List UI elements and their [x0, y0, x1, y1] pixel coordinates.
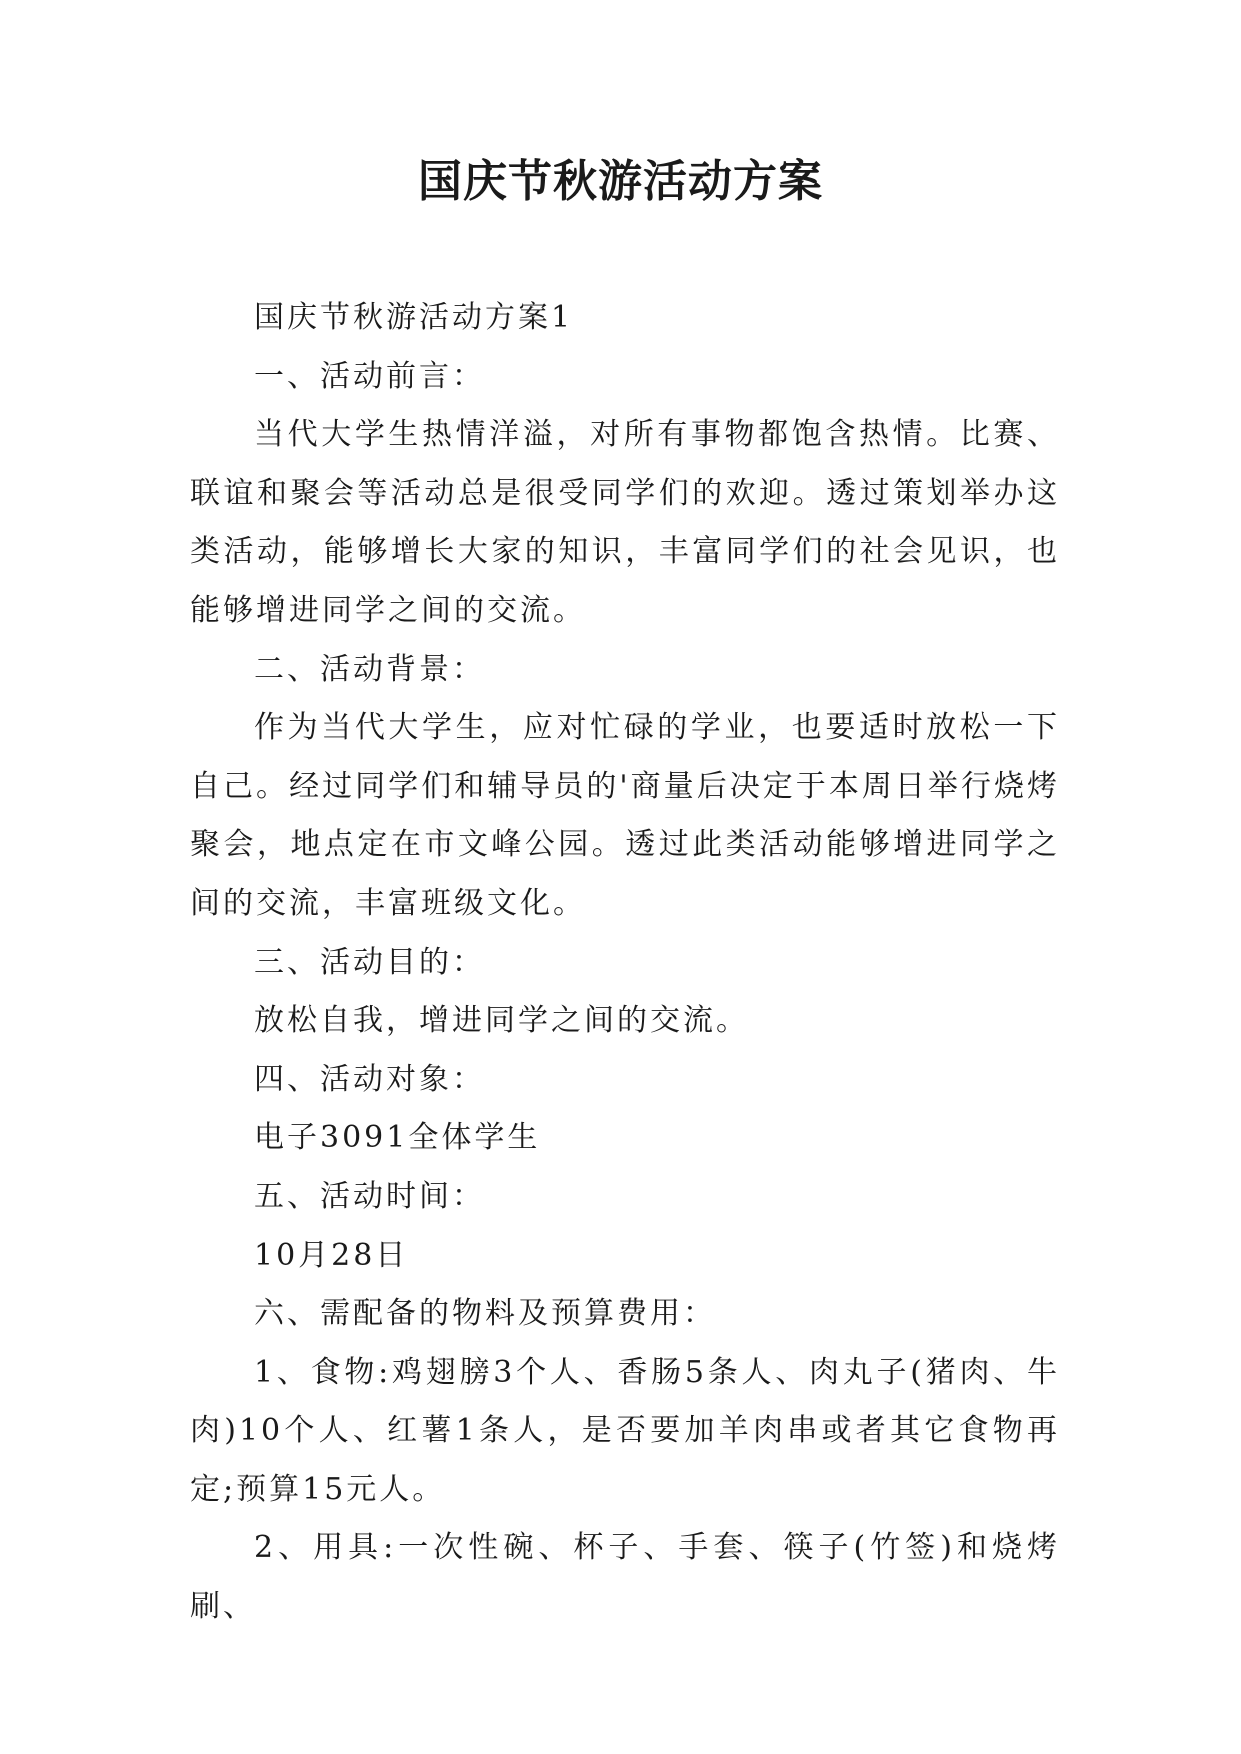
document-title: 国庆节秋游活动方案	[418, 156, 823, 207]
body-paragraph: 放松自我，增进同学之间的交流。	[254, 1003, 749, 1039]
section-heading-audience: 四、活动对象：	[254, 1061, 485, 1097]
document-body	[190, 289, 1060, 1637]
section-heading-preface: 一、活动前言：	[254, 358, 485, 394]
list-item: 2、用具:一次性碗、杯子、手套、筷子(竹签)和烧烤刷、	[190, 1530, 1060, 1625]
body-paragraph: 电子3091全体学生	[254, 1120, 541, 1156]
subtitle-paragraph: 国庆节秋游活动方案1	[254, 300, 574, 335]
list-item: 1、食物:鸡翅膀3个人、香肠5条人、肉丸子(猪肉、牛肉)10个人、红薯1条人，是否要加羊肉串或者其它食物再定;预算15元人。	[190, 1354, 1060, 1507]
body-paragraph: 作为当代大学生，应对忙碌的学业，也要适时放松一下自己。经过同学们和辅导员的'商量后决定于本周日举行烧烤聚会，地点定在市文峰公园。透过此类活动能够增进同学之间的交流，丰富班级文化。	[190, 710, 1060, 921]
body-paragraph: 当代大学生热情洋溢，对所有事物都饱含热情。比赛、联谊和聚会等活动总是很受同学们的欢迎。透过策划举办这类活动，能够增长大家的知识，丰富同学们的社会见识，也能够增进同学之间的交流。	[190, 417, 1060, 628]
section-heading-materials: 六、需配备的物料及预算费用：	[254, 1296, 716, 1332]
section-heading-background: 二、活动背景：	[254, 651, 485, 687]
section-heading-time: 五、活动时间：	[254, 1178, 485, 1214]
section-heading-purpose: 三、活动目的：	[254, 944, 485, 980]
body-paragraph: 10月28日	[254, 1237, 409, 1273]
